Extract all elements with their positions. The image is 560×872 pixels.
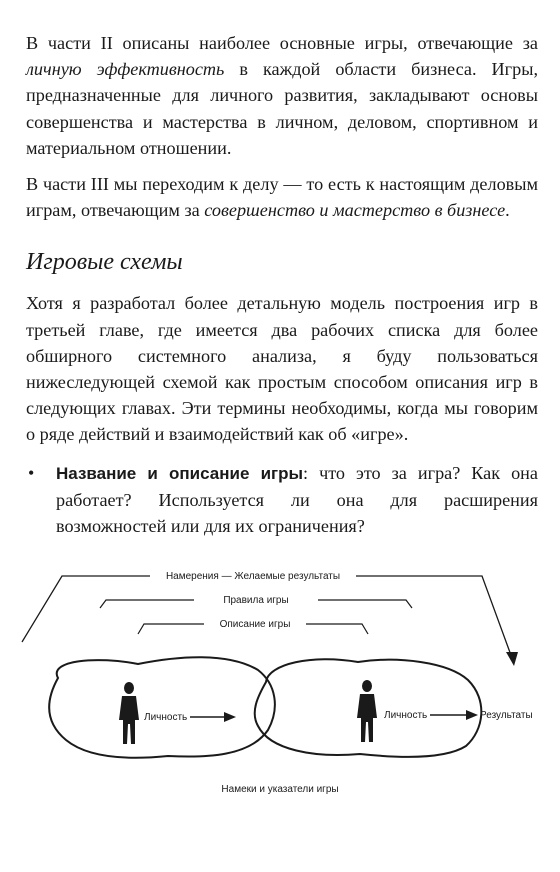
bullet-item bbox=[26, 460, 538, 540]
bullet-marker: • bbox=[28, 462, 35, 483]
page-content bbox=[26, 30, 538, 539]
label-person-right: Личность bbox=[384, 710, 428, 721]
paragraph-1-italic: личную эффективность bbox=[26, 59, 225, 80]
arrow-right-head bbox=[506, 652, 518, 666]
paragraph-3: Хотя я разработал более детальную модель построения игр в третьей главе, где имеется два рабочих списка для более обширного системного анализа, я буду пользоваться нижеследующей схемой как простым способом описания игр в следующих главах. Эти термины необходимы, когда мы говорим о ряде действий и взаимодействий как об «игре». bbox=[26, 293, 538, 445]
label-hints: Намеки и указатели игры bbox=[221, 784, 339, 795]
arrow-results-head bbox=[466, 710, 478, 720]
paragraph-2 bbox=[26, 171, 538, 223]
label-results: Результаты bbox=[480, 710, 533, 721]
intentions-bracket bbox=[22, 576, 512, 658]
paragraph-1-text-b: в каждой области бизнеса. Игры, предназначенные для личного развития, закладывают основы совершенства и мастерства в личном, деловом, спортивном и материальном отношении. bbox=[26, 59, 538, 158]
bullet-text bbox=[56, 460, 538, 540]
left-game-blob bbox=[49, 657, 275, 757]
label-rules: Правила игры bbox=[223, 595, 289, 606]
label-description: Описание игры bbox=[219, 619, 291, 630]
paragraph-1 bbox=[26, 30, 538, 161]
game-scheme-diagram bbox=[18, 560, 542, 800]
paragraph-2-italic: совершенство и мастерство в бизнесе bbox=[204, 200, 506, 221]
person-left-icon bbox=[119, 682, 139, 744]
arrow-left-head bbox=[224, 712, 236, 722]
paragraph-2-text-b: . bbox=[505, 200, 510, 221]
label-intentions: Намерения — Желаемые результаты bbox=[165, 571, 341, 582]
person-right-icon bbox=[357, 680, 377, 742]
label-person-left: Личность bbox=[144, 712, 188, 723]
paragraph-1-text-a: В части II описаны наиболее основные игры, отвечающие за bbox=[26, 33, 538, 53]
bullet-bold-term: Название и описание игры bbox=[56, 463, 304, 483]
bullet-body: : что это за игра? Как она работает? Используется ли она для расширения возможностей или для их ограничения? bbox=[56, 462, 538, 537]
paragraph-2-text-a: В части III мы переходим к делу — то есть к настоящим деловым играм, отвечающим за bbox=[26, 174, 538, 221]
section-heading: Игровые схемы bbox=[26, 249, 183, 276]
